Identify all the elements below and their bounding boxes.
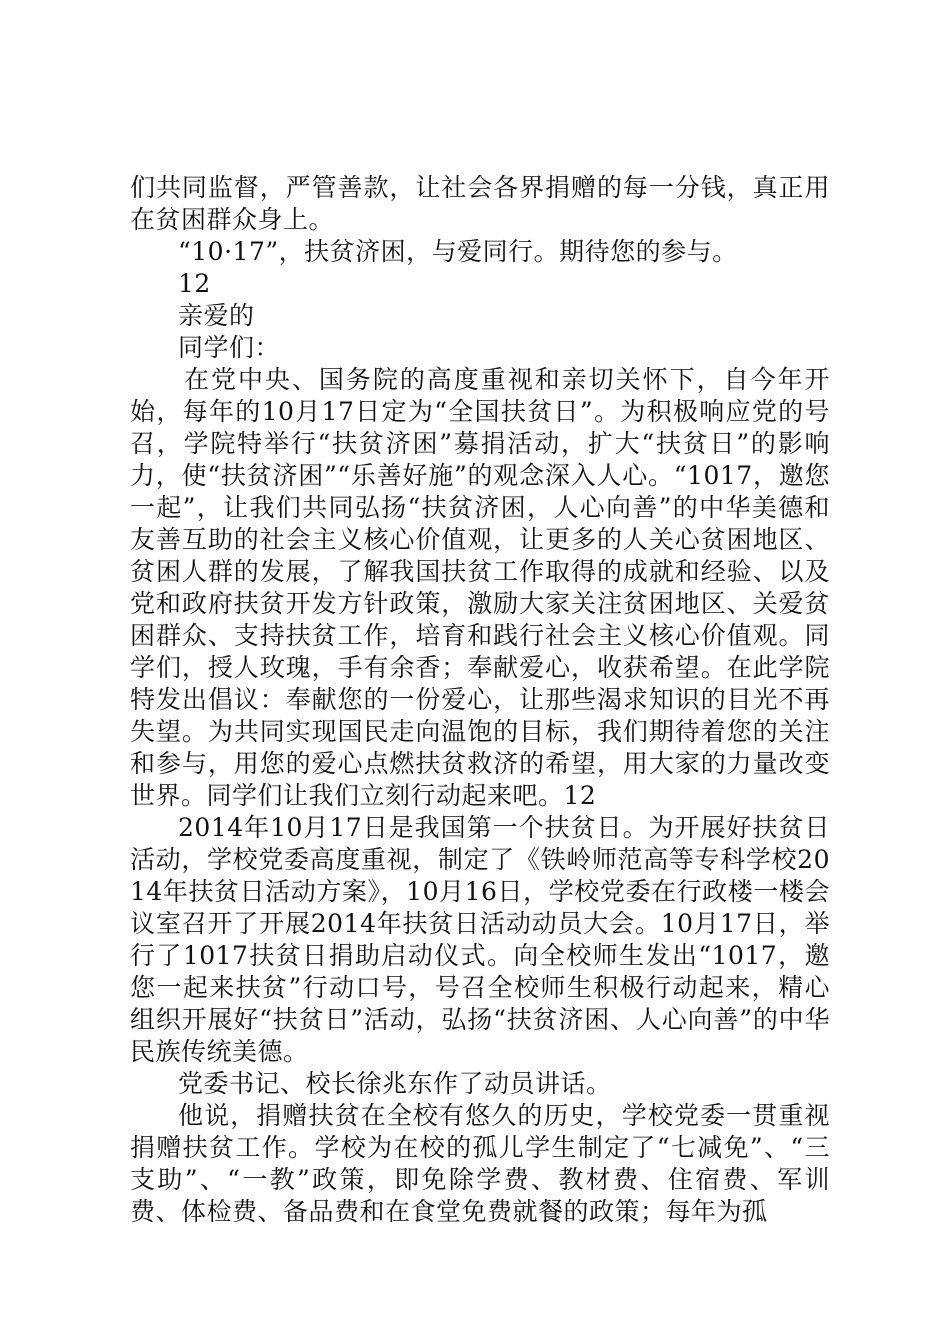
salutation-line-2: 同学们：	[178, 333, 281, 362]
paragraph-continuation: 们共同监督，严管善款，让社会各界捐赠的每一分钱，真正用在贫困群众身上。	[130, 173, 830, 234]
paragraph-speech: 党委书记、校长徐兆东作了动员讲话。	[178, 1069, 612, 1098]
paragraph-poverty-day: 2014年10月17日是我国第一个扶贫日。为开展好扶贫日活动，学校党委高度重视，制定了《铁岭师范高等专科学校2014年扶贫日活动方案》，10月16日，学校党委在行政楼一楼会议室召开了开展2014年扶贫日活动动员大会。10月17日，举行了1017扶贫日捐助启动仪式。向全校师生发出“1017，邀您一起来扶贫”行动口号，号召全校师生积极行动起来，精心组织开展好“扶贫日”活动，弘扬“扶贫济困、人心向善”的中华民族传统美德。	[130, 813, 830, 1066]
salutation-line-1: 亲爱的	[178, 301, 255, 330]
paragraph-number: 12	[178, 269, 211, 298]
document-body	[130, 172, 830, 1228]
paragraph-history: 他说，捐赠扶贫在全校有悠久的历史，学校党委一贯重视捐赠扶贫工作。学校为在校的孤儿学生制定了“七减免”、“三支助”、“一教”政策，即免除学费、教材费、住宿费、军训费、体检费、备品费和在食堂免费就餐的政策；每年为孤	[130, 1101, 830, 1226]
paragraph-proposal: 在党中央、国务院的高度重视和亲切关怀下，自今年开始，每年的10月17日定为“全国扶贫日”。为积极响应党的号召，学院特举行“扶贫济困”募捐活动，扩大“扶贫日”的影响力，使“扶贫济困”“乐善好施”的观念深入人心。“1017，邀您一起”，让我们共同弘扬“扶贫济困，人心向善”的中华美德和友善互助的社会主义核心价值观，让更多的人关心贫困地区、贫困人群的发展，了解我国扶贫工作取得的成就和经验、以及党和政府扶贫开发方针政策，激励大家关注贫困地区、关爱贫困群众、支持扶贫工作，培育和践行社会主义核心价值观。同学们，授人玫瑰，手有余香；奉献爱心，收获希望。在此学院特发出倡议：奉献您的一份爱心，让那些渴求知识的目光不再失望。为共同实现国民走向温饱的目标，我们期待着您的关注和参与，用您的爱心点燃扶贫救济的希望，用大家的力量改变世界。同学们让我们立刻行动起来吧。12	[130, 365, 830, 810]
paragraph-slogan: “10·17”，扶贫济困，与爱同行。期待您的参与。	[178, 237, 738, 266]
